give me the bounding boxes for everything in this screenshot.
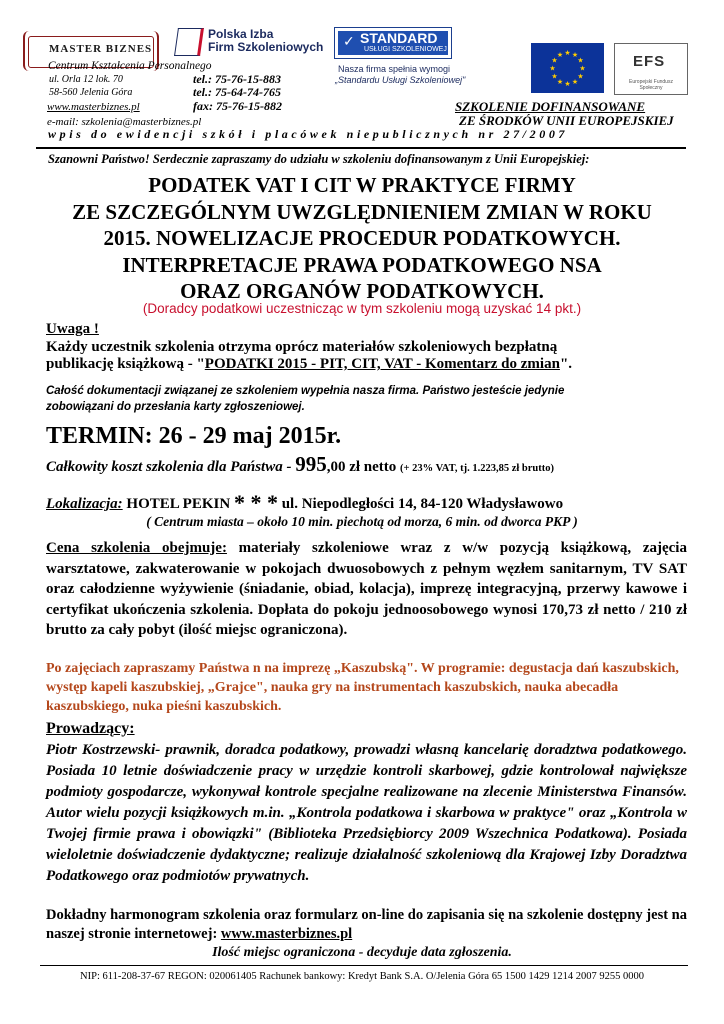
gift-prefix: publikację książkową - ": [46, 356, 205, 372]
svg-text:★: ★: [577, 56, 584, 65]
standard-note-line2: „Standardu Usługi Szkoleniowej": [335, 75, 466, 85]
cost-amount: 995: [295, 452, 327, 476]
cofunded-line1: SZKOLENIE DOFINANSOWANE: [455, 99, 646, 114]
cost-rest: ,00 zł netto: [326, 459, 401, 475]
address-city: 58-560 Jelenia Góra: [49, 87, 133, 98]
svg-text:★: ★: [571, 51, 579, 59]
standard-line1: STANDARD: [360, 30, 438, 46]
schedule-link[interactable]: www.masterbiznes.pl: [220, 926, 353, 942]
standard-logo: [334, 27, 452, 59]
location-hotel: HOTEL PEKIN: [122, 496, 234, 512]
standard-logo-bg: [338, 31, 448, 55]
title-line: ZE SZCZEGÓLNYM UWZGLĘDNIENIEM ZMIAN W ROKU: [72, 199, 652, 224]
title-line: PODATEK VAT I CIT W PRAKTYCE FIRMY: [148, 173, 576, 197]
registry-number: wpis do ewidencji szkół i placówek niepublicznych nr 27/2007: [48, 127, 569, 141]
fax-number: fax: 75-76-15-882: [193, 99, 282, 113]
gift-line-1: Każdy uczestnik szkolenia otrzyma oprócz materiałów szkoleniowych bezpłatną: [46, 339, 558, 355]
checkmark-icon: ✓: [343, 34, 355, 50]
training-title: [0, 172, 724, 305]
location-note: ( Centrum miasta – około 10 min. piechotą od morza, 6 min. od dworca PKP ): [146, 514, 578, 529]
greeting: Szanowni Państwo! Serdecznie zapraszamy do udziału w szkoleniu dofinansowanym z Unii Europejskiej:: [48, 152, 590, 166]
cost-label: Całkowity koszt szkolenia dla Państwa -: [46, 459, 296, 475]
pifs-line2: Firm Szkoleniowych: [208, 40, 324, 54]
seats-note: Ilość miejsc ograniczona - decyduje data zgłoszenia.: [212, 945, 512, 960]
svg-text:★: ★: [551, 56, 558, 65]
phone-1: tel.: 75-76-15-883: [193, 72, 281, 86]
standard-line2: USŁUGI SZKOLENIOWEJ: [364, 46, 447, 53]
svg-text:★: ★: [579, 64, 586, 73]
docs-line-1: Całość dokumentacji związanej ze szkoleniem wypełnia nasza firma. Państwo jesteście jedynie: [46, 385, 565, 397]
schedule-info: [46, 906, 687, 944]
attention-label: Uwaga !: [46, 321, 99, 337]
address-street: ul. Orla 12 lok. 70: [49, 74, 123, 85]
svg-text:★: ★: [564, 49, 571, 57]
svg-text:★: ★: [577, 72, 584, 81]
total-cost: [46, 452, 554, 477]
standard-note-line1: Nasza firma spełnia wymogi: [338, 64, 451, 74]
gift-line-2: [46, 356, 572, 373]
docs-line-2: zobowiązani do przesłania karty zgłoszeniowej.: [46, 401, 305, 413]
svg-text:★: ★: [571, 78, 579, 86]
header-divider: [36, 147, 686, 149]
svg-text:★: ★: [564, 80, 571, 88]
email-link[interactable]: e-mail: szkolenia@masterbiznes.pl: [47, 116, 202, 128]
price-text: materiały szkoleniowe wraz z w/w pozycją książkową, zajęcia warsztatowe, zakwaterowanie w pokojach dwuosobowych z pełnym węzłem sanitarnym, TV SAT oraz całodzienne wyżywienie (śniadanie, obiad, kolacja), imprezę integracyjną, przerwy kawowe i certyfikat ukończenia szkolenia. Dopłata do pokoju jednoosobowego wynosi 170,73 zł netto / 210 zł brutto za cały pobyt (ilość miejsc ograniczona).: [46, 540, 687, 639]
kashubian-event: Po zajęciach zapraszamy Państwa n na imprezę „Kaszubską". W programie: degustacja dań kaszubskich, występ kapeli kaszubskiej, „Grajce", nauka gry na instrumentach kaszubskich, nauka abecadła kaszubskiego, nuka pieśni kaszubskich.: [46, 661, 679, 714]
company-name: Centrum Kształcenia Personalnego: [48, 60, 212, 72]
location-label: Lokalizacja:: [46, 496, 123, 512]
schedule-text: Dokładny harmonogram szkolenia oraz formularz on-line do zapisania się na szkolenie dostępny jest na naszej stronie internetowej:: [46, 907, 687, 942]
title-line: 2015. NOWELIZACJE PROCEDUR PODATKOWYCH.: [103, 226, 621, 250]
gift-book-title: PODATKI 2015 - PIT, CIT, VAT - Komentarz do zmian: [204, 356, 560, 372]
price-label: Cena szkolenia obejmuje:: [46, 540, 227, 556]
title-line: INTERPRETACJE PRAWA PODATKOWEGO NSA: [122, 252, 602, 277]
gift-suffix: ".: [559, 356, 573, 372]
eu-flag-icon: [531, 43, 604, 93]
master-biznes-logo-text: MASTER BIZNES: [49, 43, 153, 55]
trainer-label: Prowadzący:: [46, 720, 135, 737]
svg-text:★: ★: [551, 72, 558, 81]
efs-logo: [614, 43, 688, 95]
pifs-logo-icon: [174, 28, 204, 56]
svg-text:★: ★: [556, 78, 564, 86]
term-date: TERMIN: 26 - 29 maj 2015r.: [46, 423, 342, 449]
pifs-logo: [208, 28, 323, 54]
efs-logo-text: EFS: [633, 53, 666, 70]
cofunded-line2: ZE ŚRODKÓW UNII EUROPEJSKIEJ: [459, 113, 674, 128]
logo-ornament-left: [23, 31, 35, 71]
phone-2: tel.: 75-64-74-765: [193, 85, 281, 99]
pifs-line1: Polska Izba: [208, 27, 274, 41]
location: [46, 488, 563, 514]
price-includes: [46, 538, 687, 641]
hotel-stars: * * *: [233, 490, 278, 515]
svg-text:★: ★: [549, 64, 556, 73]
efs-caption: Europejski Fundusz Społeczny: [629, 79, 673, 91]
website-link[interactable]: www.masterbiznes.pl: [47, 101, 140, 113]
location-address: ul. Niepodległości 14, 84-120 Władysławowo: [277, 496, 564, 512]
title-line: ORAZ ORGANÓW PODATKOWYCH.: [180, 279, 544, 303]
footer-company-info: NIP: 611-208-37-67 REGON: 020061405 Rachunek bankowy: Kredyt Bank S.A. O/Jelenia Góra 65 1500 1429 1214 2007 9255 0000: [80, 971, 644, 982]
advisors-note: (Doradcy podatkowi uczestnicząc w tym szkoleniu mogą uzyskać 14 pkt.): [142, 301, 582, 316]
svg-text:★: ★: [556, 51, 564, 59]
footer-divider: [40, 965, 688, 966]
trainer-bio: Piotr Kostrzewski- prawnik, doradca podatkowy, prowadzi własną kancelarię doradztwa podatkowego. Posiada 10 letnie doświadczenie pracy w urzędzie kontroli skarbowej, gdzie kontrolował największe podmioty gospodarcze, wykonywał kontrole specjalne realizowane na zlecenie Ministerstwa Finansów. Autor wielu pozycji książkowych m.in. „Kontrola podatkowa i skarbowa w praktyce" oraz „Kontrola w Twojej firmie prawa i obowiązki" (Biblioteka Przedsiębiorcy 2009 Wszechnica Podatkowa). Posiada wieloletnie doświadczenie dydaktyczne; realizuje działalność szkoleniową dla Krajowej Izby Doradztwa Podatkowego oraz podmiotów prywatnych.: [46, 742, 687, 884]
cost-vat: (+ 23% VAT, tj. 1.223,85 zł brutto): [400, 463, 554, 474]
